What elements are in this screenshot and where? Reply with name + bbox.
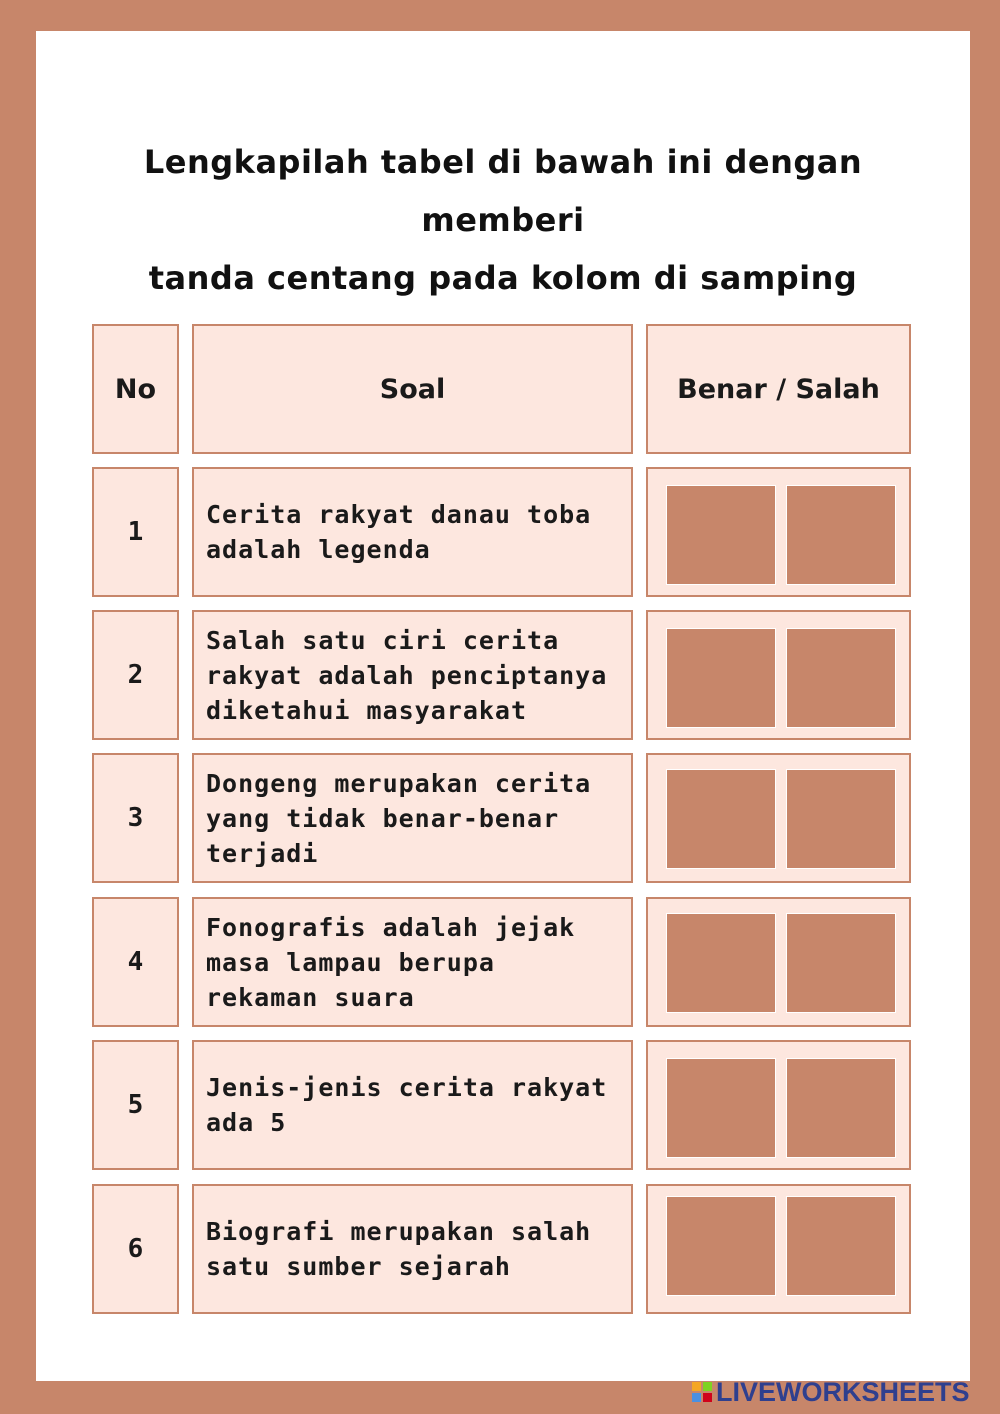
row-4-salah-box[interactable] [786, 913, 896, 1013]
instruction-text [96, 133, 910, 307]
row-number-label: 6 [127, 1234, 144, 1264]
question-text: Cerita rakyat danau toba adalah legenda [206, 500, 592, 564]
question-text: Fonografis adalah jejak masa lampau berupa rekaman suara [206, 912, 576, 1012]
liveworksheets-logo-icon [692, 1382, 712, 1402]
row-3-answer-cell [646, 753, 911, 883]
question-text: Jenis-jenis cerita rakyat ada 5 [206, 1073, 608, 1137]
row-number-label: 2 [127, 660, 144, 690]
row-3-question [192, 753, 633, 883]
row-1-number [92, 467, 179, 597]
header-no-label: No [114, 373, 157, 405]
instruction-line-1: Lengkapilah tabel di bawah ini dengan memberi [143, 143, 863, 239]
row-3-salah-box[interactable] [786, 769, 896, 869]
row-5-benar-box[interactable] [666, 1058, 776, 1158]
row-number-label: 3 [127, 803, 144, 833]
row-2-answer-cell [646, 610, 911, 740]
row-1-salah-box[interactable] [786, 485, 896, 585]
row-number-label: 5 [127, 1090, 144, 1120]
header-no [92, 324, 179, 454]
row-6-salah-box[interactable] [786, 1196, 896, 1296]
header-soal [192, 324, 633, 454]
row-2-question [192, 610, 633, 740]
row-4-number [92, 897, 179, 1027]
question-text: Salah satu ciri cerita rakyat adalah penciptanya diketahui masyarakat [206, 625, 608, 725]
instruction-line-2: tanda centang pada kolom di samping [148, 259, 858, 297]
row-4-benar-box[interactable] [666, 913, 776, 1013]
row-number-label: 4 [127, 947, 144, 977]
row-1-question [192, 467, 633, 597]
row-6-benar-box[interactable] [666, 1196, 776, 1296]
question-text: Dongeng merupakan cerita yang tidak benar-benar terjadi [206, 768, 592, 868]
liveworksheets-logo-text: LIVEWORKSHEETS [716, 1376, 970, 1407]
row-4-answer-cell [646, 897, 911, 1027]
row-6-answer-cell [646, 1184, 911, 1314]
row-5-answer-cell [646, 1040, 911, 1170]
row-6-question [192, 1184, 633, 1314]
row-4-question [192, 897, 633, 1027]
row-2-salah-box[interactable] [786, 628, 896, 728]
liveworksheets-logo [692, 1376, 970, 1408]
row-6-number [92, 1184, 179, 1314]
row-5-salah-box[interactable] [786, 1058, 896, 1158]
row-5-number [92, 1040, 179, 1170]
row-2-benar-box[interactable] [666, 628, 776, 728]
header-soal-label: Soal [379, 373, 446, 405]
row-number-label: 1 [127, 517, 144, 547]
row-5-question [192, 1040, 633, 1170]
row-2-number [92, 610, 179, 740]
question-text: Biografi merupakan salah satu sumber sejarah [206, 1217, 592, 1281]
row-3-number [92, 753, 179, 883]
row-3-benar-box[interactable] [666, 769, 776, 869]
header-benar-salah [646, 324, 911, 454]
header-benar-salah-label: Benar / Salah [677, 373, 880, 405]
row-1-benar-box[interactable] [666, 485, 776, 585]
row-1-answer-cell [646, 467, 911, 597]
